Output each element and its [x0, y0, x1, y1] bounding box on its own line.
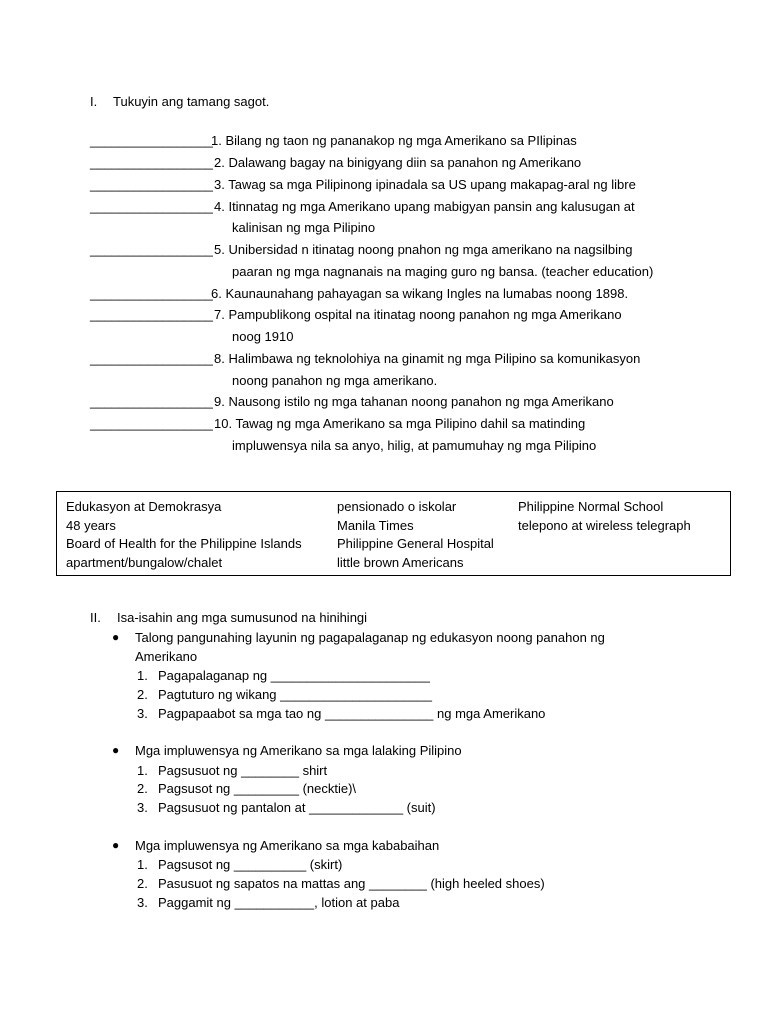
choice: Manila Times [337, 518, 414, 533]
item-number: 1. [137, 668, 148, 683]
item-number: 2. [137, 781, 148, 796]
item-number: 2. [137, 687, 148, 702]
fill-in-item: Pasusuot ng sapatos na mattas ang ________ (high heeled shoes) [158, 876, 545, 891]
choice: Philippine Normal School [518, 499, 664, 514]
question-text: 8. Halimbawa ng teknolohiya na ginamit ng mga Pilipino sa komunikasyon [214, 351, 641, 366]
choice: Board of Health for the Philippine Islands [66, 536, 302, 551]
part2-heading: Isa-isahin ang mga sumusunod na hinihingi [117, 610, 368, 625]
question-continuation: noong panahon ng mga amerikano. [232, 373, 438, 388]
choice: 48 years [66, 518, 116, 533]
part1-heading: Tukuyin ang tamang sagot. [113, 94, 270, 109]
group-title: Mga impluwensya ng Amerikano sa mga kababaihan [135, 838, 440, 853]
fill-in-item: Pagsusot ng _________ (necktie)\ [158, 781, 357, 796]
question-text: 1. Bilang ng taon ng pananakop ng mga Amerikano sa PIlipinas [211, 133, 577, 148]
answer-choices-box [56, 491, 731, 576]
choice: Edukasyon at Demokrasya [66, 499, 222, 514]
answer-blank: _________________ [90, 307, 213, 322]
item-number: 3. [137, 706, 148, 721]
fill-in-item: Pagtuturo ng wikang _____________________ [158, 687, 432, 702]
choice: Philippine General Hospital [337, 536, 494, 551]
question-text: 2. Dalawang bagay na binigyang diin sa panahon ng Amerikano [214, 155, 582, 170]
item-number: 2. [137, 876, 148, 891]
fill-in-item: Pagsusot ng __________ (skirt) [158, 857, 343, 872]
part2-number: II. [90, 610, 101, 625]
part1-number: I. [90, 94, 98, 109]
answer-blank: _________________ [90, 416, 213, 431]
group-title-continuation: Amerikano [135, 649, 198, 664]
fill-in-item: Paggamit ng ___________, lotion at paba [158, 895, 400, 910]
group-title: Talong pangunahing layunin ng pagapalaganap ng edukasyon noong panahon ng [135, 630, 605, 645]
fill-in-item: Pagsusuot ng ________ shirt [158, 763, 328, 778]
fill-in-item: Pagsusuot ng pantalon at _____________ (suit) [158, 800, 436, 815]
bullet-icon: ● [112, 630, 120, 644]
question-continuation: kalinisan ng mga Pilipino [232, 220, 376, 235]
question-text: 10. Tawag ng mga Amerikano sa mga Pilipino dahil sa matinding [214, 416, 586, 431]
group-title: Mga impluwensya ng Amerikano sa mga lalaking Pilipino [135, 743, 462, 758]
answer-blank: _________________ [90, 155, 213, 170]
choice: telepono at wireless telegraph [518, 518, 691, 533]
fill-in-item: Pagpapaabot sa mga tao ng _______________ ng mga Amerikano [158, 706, 546, 721]
item-number: 1. [137, 857, 148, 872]
question-continuation: impluwensya nila sa anyo, hilig, at pamumuhay ng mga Pilipino [232, 438, 597, 453]
item-number: 3. [137, 895, 148, 910]
bullet-icon: ● [112, 838, 120, 852]
question-text: 4. Itinnatag ng mga Amerikano upang mabigyan pansin ang kalusugan at [214, 199, 635, 214]
item-number: 1. [137, 763, 148, 778]
item-number: 3. [137, 800, 148, 815]
question-text: 9. Nausong istilo ng mga tahanan noong panahon ng mga Amerikano [214, 394, 614, 409]
question-text: 7. Pampublikong ospital na itinatag noong panahon ng mga Amerikano [214, 307, 622, 322]
question-text: 6. Kaunaunahang pahayagan sa wikang Ingles na lumabas noong 1898. [211, 286, 629, 301]
answer-blank: _________________ [90, 242, 213, 257]
answer-blank: _________________ [90, 394, 213, 409]
answer-blank: _________________ [90, 351, 213, 366]
question-text: 5. Unibersidad n itinatag noong pnahon ng mga amerikano na nagsilbing [214, 242, 633, 257]
bullet-icon: ● [112, 743, 120, 757]
answer-blank: _________________ [90, 177, 213, 192]
answer-blank: _________________ [90, 133, 213, 148]
answer-blank: _________________ [90, 286, 213, 301]
fill-in-item: Pagapalaganap ng ______________________ [158, 668, 430, 683]
question-continuation: noog 1910 [232, 329, 294, 344]
answer-blank: _________________ [90, 199, 213, 214]
choice: pensionado o iskolar [337, 499, 457, 514]
question-text: 3. Tawag sa mga Pilipinong ipinadala sa US upang makapag-aral ng libre [214, 177, 636, 192]
choice: apartment/bungalow/chalet [66, 555, 223, 570]
choice: little brown Americans [337, 555, 464, 570]
question-continuation: paaran ng mga nagnanais na maging guro ng bansa. (teacher education) [232, 264, 654, 279]
